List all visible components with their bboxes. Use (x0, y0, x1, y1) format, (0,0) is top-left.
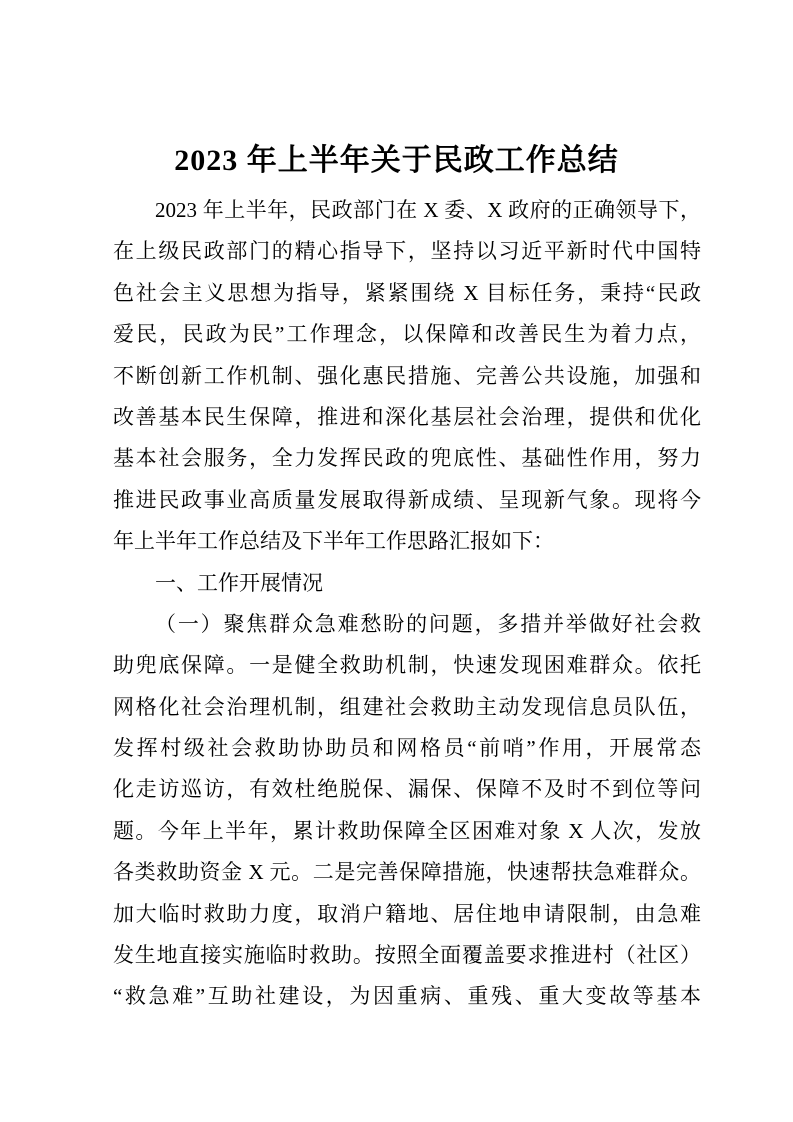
paragraph-section-heading (113, 563, 701, 604)
text-line: 一、工作开展情况 (155, 570, 323, 595)
text-line: 在上级民政部门的精心指导下，坚持以习近平新时代中国特 (113, 239, 701, 264)
text-line: 网格化社会治理机制，组建社会救助主动发现信息员队伍， (113, 694, 701, 719)
text-line: “救急难”互助社建设，为因重病、重残、重大变故等基本 (113, 984, 701, 1009)
text-line: （一）聚焦群众急难愁盼的问题，多措并举做好社会救 (155, 611, 701, 636)
text-line: 不断创新工作机制、强化惠民措施、完善公共设施，加强和 (113, 363, 701, 388)
document-title: 2023 年上半年关于民政工作总结 (174, 144, 619, 178)
document-body (113, 190, 701, 1018)
text-line: 改善基本民生保障，推进和深化基层社会治理，提供和优化 (113, 404, 701, 429)
text-line: 基本社会服务，全力发挥民政的兜底性、基础性作用，努力 (113, 446, 701, 471)
text-line: 加大临时救助力度，取消户籍地、居住地申请限制，由急难 (113, 901, 701, 926)
text-line: 色社会主义思想为指导，紧紧围绕 X 目标任务，秉持“民政 (113, 280, 701, 305)
text-line: 发挥村级社会救助协助员和网格员“前哨”作用，开展常态 (113, 736, 701, 761)
text-line: 推进民政事业高质量发展取得新成绩、呈现新气象。现将今 (113, 487, 701, 512)
text-line: 题。今年上半年，累计救助保障全区困难对象 X 人次，发放 (113, 818, 701, 843)
text-line: 发生地直接实施临时救助。按照全面覆盖要求推进村（社区） (113, 943, 701, 968)
text-line: 助兜底保障。一是健全救助机制，快速发现困难群众。依托 (113, 653, 701, 678)
paragraph-intro (113, 190, 701, 563)
text-line: 爱民，民政为民”工作理念，以保障和改善民生为着力点， (113, 322, 701, 347)
text-line: 各类救助资金 X 元。二是完善保障措施，快速帮扶急难群众。 (113, 860, 701, 885)
text-line: 化走访巡访，有效杜绝脱保、漏保、保障不及时不到位等问 (113, 777, 701, 802)
paragraph-subsection-social-assistance (113, 604, 701, 1018)
text-line: 2023 年上半年，民政部门在 X 委、X 政府的正确领导下， (155, 198, 701, 222)
text-line: 年上半年工作总结及下半年工作思路汇报如下： (113, 529, 554, 554)
